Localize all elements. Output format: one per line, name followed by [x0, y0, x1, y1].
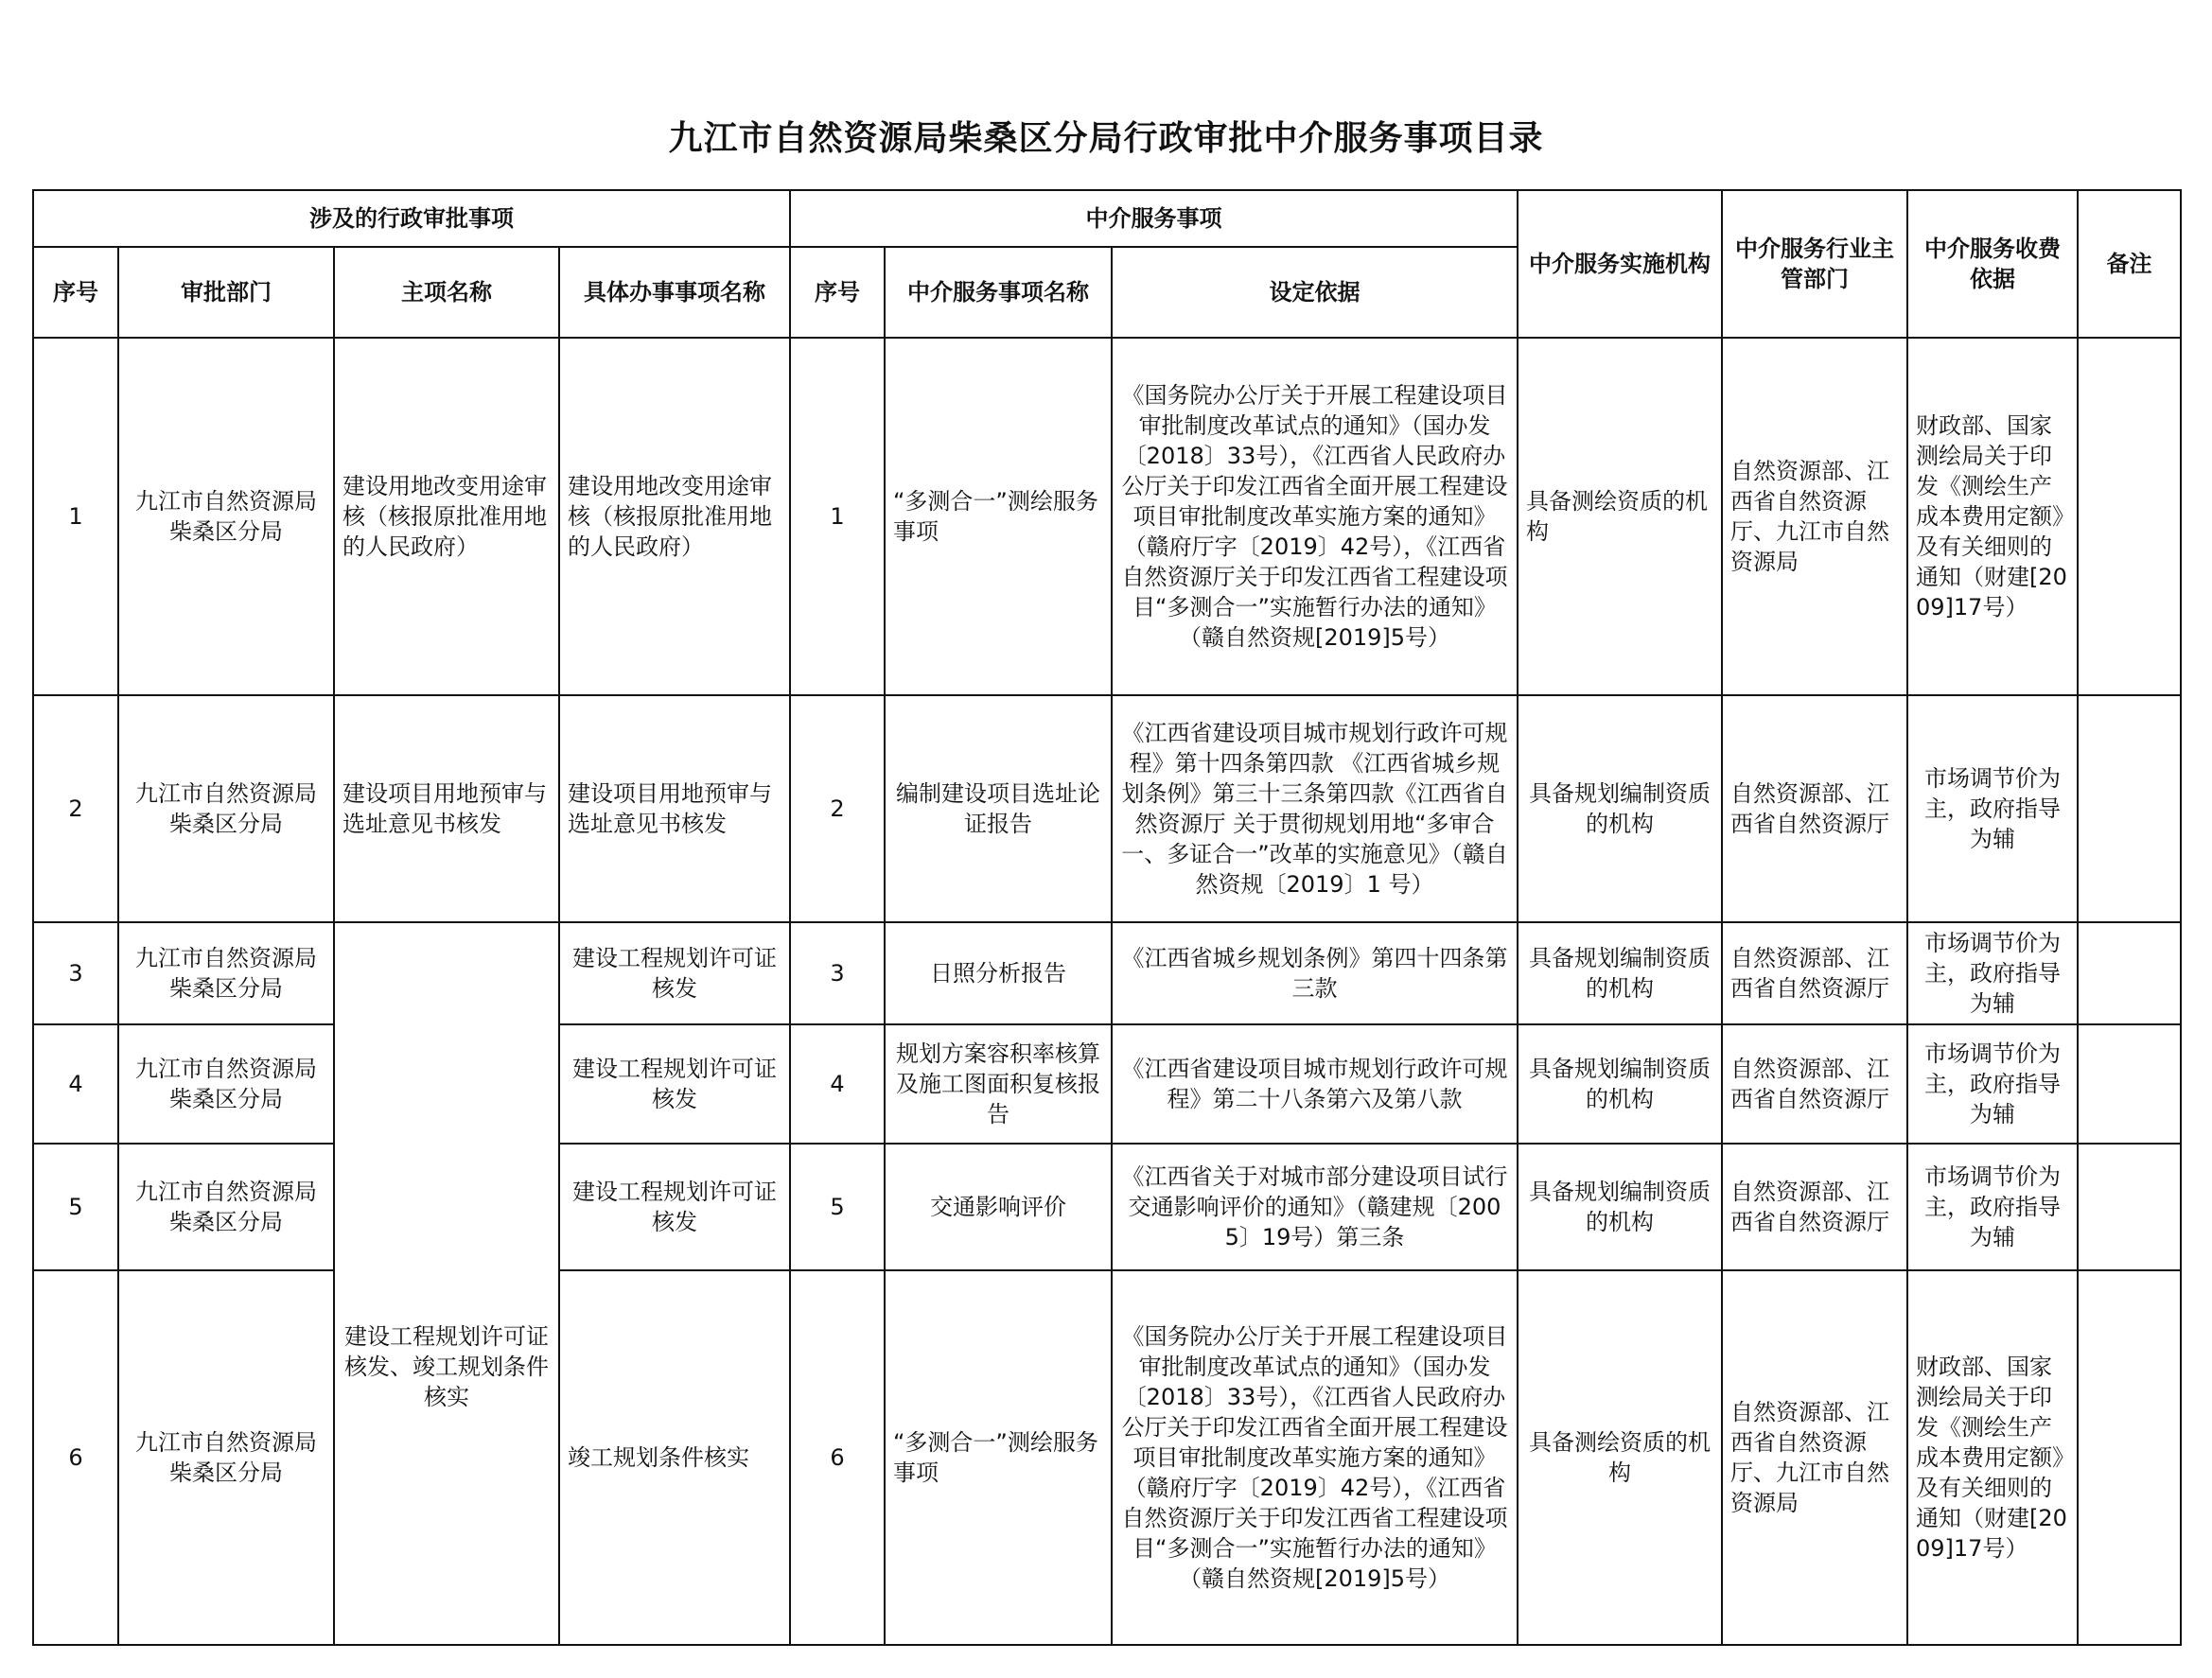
header-specific-item: 具体办事事项名称 [559, 247, 790, 338]
row-agency: 具备测绘资质的机构 [1518, 338, 1722, 695]
row-specific-item: 建设工程规划许可证核发 [559, 1024, 790, 1144]
row-svc-seq: 1 [790, 338, 885, 695]
row-seq: 3 [33, 922, 118, 1024]
row-fee-basis: 财政部、国家测绘局关于印发《测绘生产成本费用定额》及有关细则的通知（财建[2009]17号） [1907, 1270, 2078, 1645]
service-catalog-table [32, 189, 2182, 1646]
row-remark [2078, 1270, 2181, 1645]
row-remark [2078, 1144, 2181, 1270]
header-dept: 审批部门 [118, 247, 334, 338]
row-fee-basis: 市场调节价为主，政府指导为辅 [1907, 922, 2078, 1024]
row-industry-dept: 自然资源部、江西省自然资源厅 [1722, 1144, 1907, 1270]
row-dept: 九江市自然资源局柴桑区分局 [118, 922, 334, 1024]
row-remark [2078, 922, 2181, 1024]
row-main-item: 建设用地改变用途审核（核报原批准用地的人民政府） [334, 338, 559, 695]
header-service-group: 中介服务事项 [790, 190, 1518, 247]
header-fee-basis: 中介服务收费依据 [1907, 190, 2078, 338]
row-seq: 1 [33, 338, 118, 695]
row-svc-seq: 2 [790, 695, 885, 922]
row-industry-dept: 自然资源部、江西省自然资源厅 [1722, 695, 1907, 922]
header-main-item: 主项名称 [334, 247, 559, 338]
row-basis: 《江西省城乡规划条例》第四十四条第三款 [1112, 922, 1518, 1024]
row-specific-item: 竣工规划条件核实 [559, 1270, 790, 1645]
row-seq: 5 [33, 1144, 118, 1270]
row-agency: 具备规划编制资质的机构 [1518, 922, 1722, 1024]
row-svc-name: 编制建设项目选址论证报告 [885, 695, 1112, 922]
row-svc-seq: 3 [790, 922, 885, 1024]
header-agency: 中介服务实施机构 [1518, 190, 1722, 338]
row-svc-name: 交通影响评价 [885, 1144, 1112, 1270]
row-dept: 九江市自然资源局柴桑区分局 [118, 695, 334, 922]
row-fee-basis: 市场调节价为主，政府指导为辅 [1907, 695, 2078, 922]
row-remark [2078, 338, 2181, 695]
row-industry-dept: 自然资源部、江西省自然资源厅 [1722, 922, 1907, 1024]
header-svc-name: 中介服务事项名称 [885, 247, 1112, 338]
header-remark: 备注 [2078, 190, 2181, 338]
row-svc-seq: 5 [790, 1144, 885, 1270]
row-svc-seq: 4 [790, 1024, 885, 1144]
row-svc-name: “多测合一”测绘服务事项 [885, 1270, 1112, 1645]
row-svc-name: “多测合一”测绘服务事项 [885, 338, 1112, 695]
row-basis: 《国务院办公厅关于开展工程建设项目审批制度改革试点的通知》（国办发〔2018〕33号），《江西省人民政府办公厅关于印发江西省全面开展工程建设项目审批制度改革实施方案的通知》（赣府厅字〔2019〕42号），《江西省自然资源厅关于印发江西省工程建设项目“多测合一”实施暂行办法的通知》（赣自然资规[2019]5号） [1112, 1270, 1518, 1645]
row-seq: 6 [33, 1270, 118, 1645]
row-svc-name: 日照分析报告 [885, 922, 1112, 1024]
row-dept: 九江市自然资源局柴桑区分局 [118, 1024, 334, 1144]
row-dept: 九江市自然资源局柴桑区分局 [118, 1144, 334, 1270]
table-row [33, 922, 2181, 1024]
row-basis: 《江西省关于对城市部分建设项目试行交通影响评价的通知》（赣建规〔2005〕19号）第三条 [1112, 1144, 1518, 1270]
row-basis: 《国务院办公厅关于开展工程建设项目审批制度改革试点的通知》（国办发〔2018〕33号），《江西省人民政府办公厅关于印发江西省全面开展工程建设项目审批制度改革实施方案的通知》（赣府厅字〔2019〕42号），《江西省自然资源厅关于印发江西省工程建设项目“多测合一”实施暂行办法的通知》（赣自然资规[2019]5号） [1112, 338, 1518, 695]
header-seq: 序号 [33, 247, 118, 338]
row-specific-item: 建设用地改变用途审核（核报原批准用地的人民政府） [559, 338, 790, 695]
row-specific-item: 建设工程规划许可证核发 [559, 922, 790, 1024]
header-industry-dept: 中介服务行业主管部门 [1722, 190, 1907, 338]
row-agency: 具备测绘资质的机构 [1518, 1270, 1722, 1645]
document-title: 九江市自然资源局柴桑区分局行政审批中介服务事项目录 [668, 119, 1544, 158]
row-agency: 具备规划编制资质的机构 [1518, 695, 1722, 922]
row-fee-basis: 市场调节价为主，政府指导为辅 [1907, 1024, 2078, 1144]
row-industry-dept: 自然资源部、江西省自然资源厅、九江市自然资源局 [1722, 1270, 1907, 1645]
row-specific-item: 建设项目用地预审与选址意见书核发 [559, 695, 790, 922]
row-agency: 具备规划编制资质的机构 [1518, 1144, 1722, 1270]
row-remark [2078, 1024, 2181, 1144]
row-main-item: 建设工程规划许可证核发、竣工规划条件核实 [334, 922, 559, 1645]
row-dept: 九江市自然资源局柴桑区分局 [118, 1270, 334, 1645]
row-agency: 具备规划编制资质的机构 [1518, 1024, 1722, 1144]
row-basis: 《江西省建设项目城市规划行政许可规程》第二十八条第六及第八款 [1112, 1024, 1518, 1144]
row-svc-name: 规划方案容积率核算及施工图面积复核报告 [885, 1024, 1112, 1144]
row-main-item: 建设项目用地预审与选址意见书核发 [334, 695, 559, 922]
header-admin-group: 涉及的行政审批事项 [33, 190, 790, 247]
header-basis: 设定依据 [1112, 247, 1518, 338]
row-basis: 《江西省建设项目城市规划行政许可规程》第十四条第四款 《江西省城乡规划条例》第三十三条第四款《江西省自然资源厅 关于贯彻规划用地“多审合一、多证合一”改革的实施意见》（赣自然资规〔2019〕1 号） [1112, 695, 1518, 922]
row-seq: 2 [33, 695, 118, 922]
row-fee-basis: 市场调节价为主，政府指导为辅 [1907, 1144, 2078, 1270]
header-group-row [33, 190, 2181, 247]
table-row [33, 338, 2181, 695]
row-fee-basis: 财政部、国家测绘局关于印发《测绘生产成本费用定额》及有关细则的通知（财建[2009]17号） [1907, 338, 2078, 695]
table-row [33, 695, 2181, 922]
row-specific-item: 建设工程规划许可证核发 [559, 1144, 790, 1270]
row-remark [2078, 695, 2181, 922]
row-industry-dept: 自然资源部、江西省自然资源厅 [1722, 1024, 1907, 1144]
row-svc-seq: 6 [790, 1270, 885, 1645]
header-svc-seq: 序号 [790, 247, 885, 338]
row-industry-dept: 自然资源部、江西省自然资源厅、九江市自然资源局 [1722, 338, 1907, 695]
row-seq: 4 [33, 1024, 118, 1144]
row-dept: 九江市自然资源局柴桑区分局 [118, 338, 334, 695]
